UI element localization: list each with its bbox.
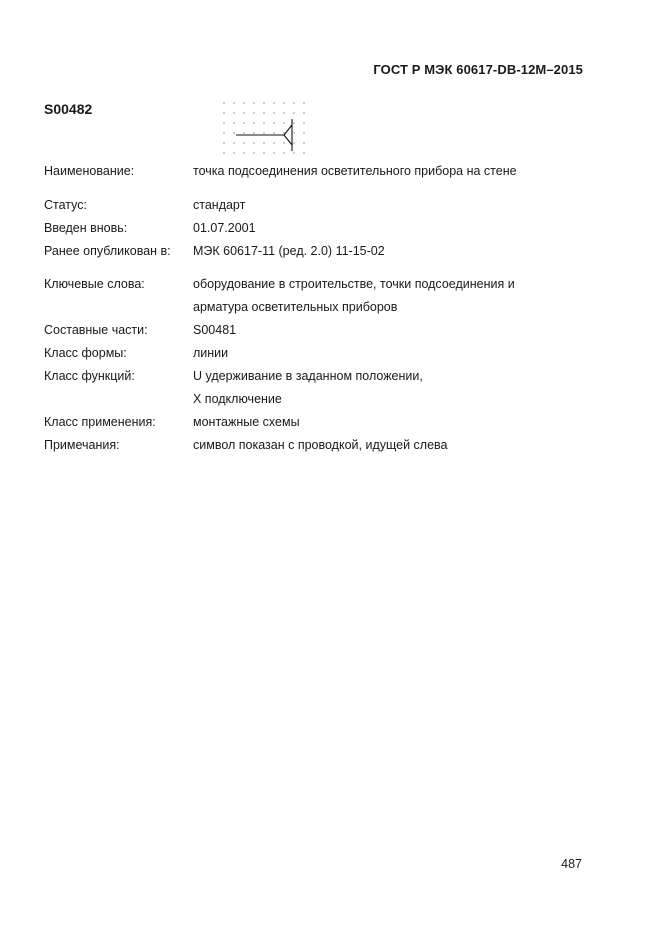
field-value-components: S00481: [193, 323, 237, 337]
field-label-form-class: Класс формы:: [44, 346, 127, 360]
field-value-keywords-line1: оборудование в строительстве, точки подсоединения и: [193, 277, 515, 291]
field-label-previously-published: Ранее опубликован в:: [44, 244, 171, 258]
field-value-function-class-line1: U удерживание в заданном положении,: [193, 369, 423, 383]
field-label-application-class: Класс применения:: [44, 415, 156, 429]
field-value-status: стандарт: [193, 198, 246, 212]
field-value-keywords-line2: арматура осветительных приборов: [193, 300, 398, 314]
symbol-code: S00482: [44, 101, 93, 117]
field-value-notes: символ показан с проводкой, идущей слева: [193, 438, 448, 452]
field-value-name: точка подсоединения осветительного прибора на стене: [193, 164, 517, 178]
field-label-notes: Примечания:: [44, 438, 120, 452]
field-value-introduced: 01.07.2001: [193, 221, 256, 235]
field-label-name: Наименование:: [44, 164, 135, 178]
field-value-previously-published: МЭК 60617-11 (ред. 2.0) 11-15-02: [193, 244, 385, 258]
field-value-application-class: монтажные схемы: [193, 415, 300, 429]
field-label-introduced: Введен вновь:: [44, 221, 128, 235]
field-value-function-class-line2: X подключение: [193, 392, 282, 406]
field-label-function-class: Класс функций:: [44, 369, 135, 383]
field-value-form-class: линии: [193, 346, 229, 360]
field-label-status: Статус:: [44, 198, 87, 212]
field-label-components: Составные части:: [44, 323, 148, 337]
field-label-keywords: Ключевые слова:: [44, 277, 145, 291]
page-number: 487: [561, 857, 582, 871]
lighting-outlet-on-wall-symbol-icon: [222, 101, 306, 161]
page-header: ГОСТ Р МЭК 60617-DB-12M–2015: [373, 62, 583, 77]
